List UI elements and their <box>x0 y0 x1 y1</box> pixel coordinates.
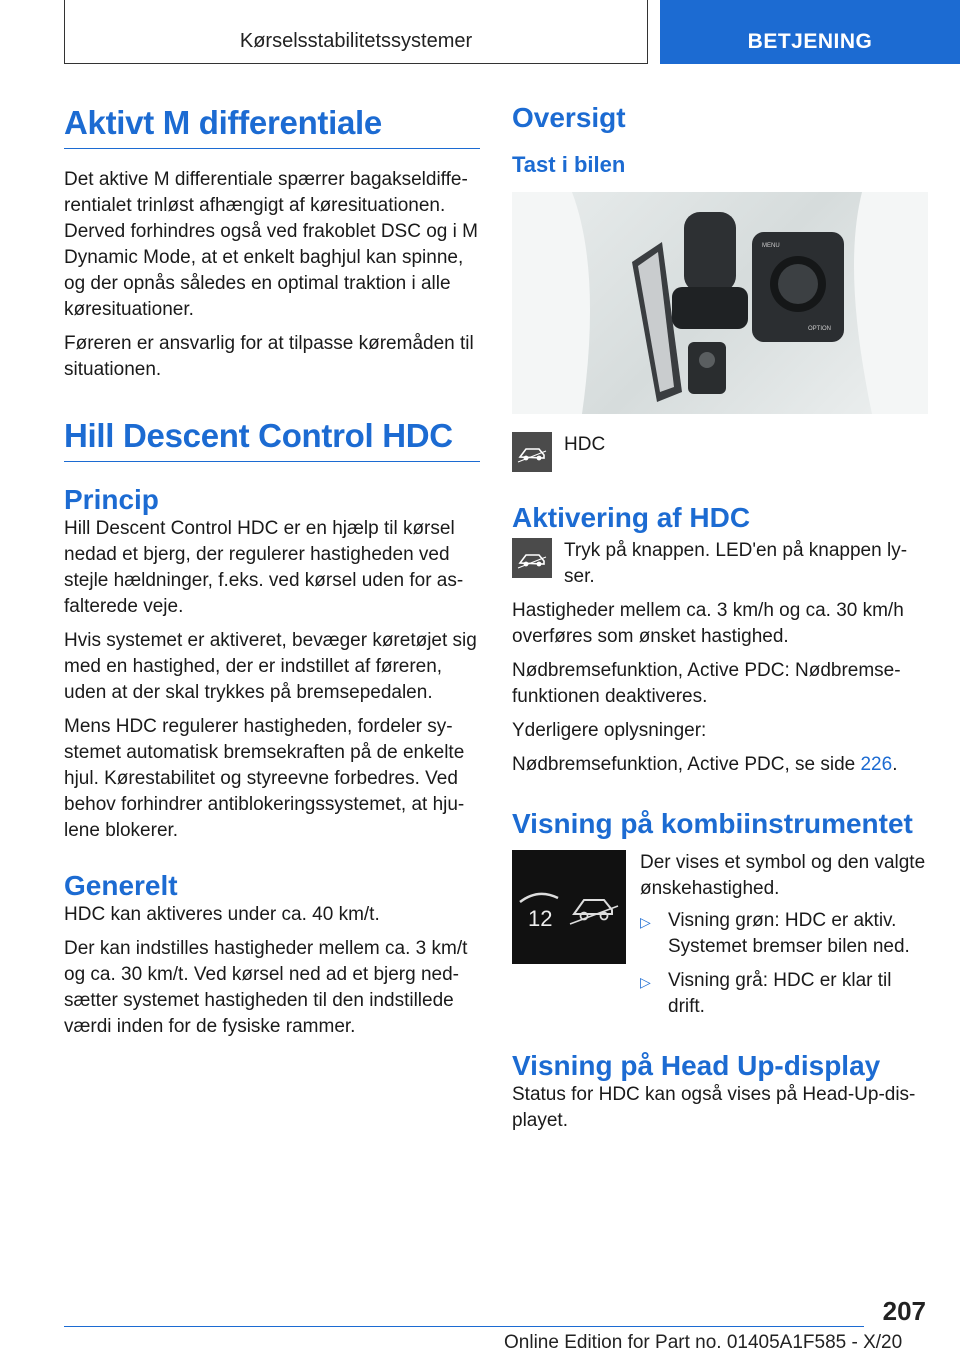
list-item: ▷ Visning grøn: HDC er aktiv. Systemet bremser bilen ned. <box>640 908 928 960</box>
aktivering-paragraph-5 <box>512 752 928 778</box>
aktivering-paragraph-4: Yderligere oplysninger: <box>512 720 707 741</box>
console-illustration <box>512 192 928 414</box>
menu-button-label: MENU <box>762 243 780 249</box>
edition-footer: Online Edition for Part no. 01405A1F585 - X/20 <box>504 1332 903 1353</box>
hdc-icon <box>512 432 552 472</box>
set-speed-value: 12 <box>528 906 553 931</box>
right-column <box>512 102 928 1134</box>
left-column <box>64 104 480 1040</box>
generelt-paragraph-2: Der kan indstilles hastigheder mellem ca. 3 km/t og ca. 30 km/t. Ved kørsel ned ad et bjerg ned‐sætter systemet hastigheden til den indstillede værdi inden for de fysiske rammer. <box>64 938 468 1037</box>
aktivering-paragraph-1: Tryk på knappen. LED'en på knappen ly‐ser. <box>564 540 908 587</box>
hdc-button-legend <box>512 432 928 472</box>
generelt-paragraph-1: HDC kan aktiveres under ca. 40 km/t. <box>64 904 380 925</box>
section-title: Kørselsstabilitetssystemer <box>239 30 473 52</box>
triangle-bullet-icon: ▷ <box>640 914 651 930</box>
page-number: 207 <box>882 1296 926 1326</box>
hdc-label: HDC <box>564 434 606 455</box>
page-226-link[interactable]: 226 <box>860 754 893 775</box>
amd-paragraph-1: Det aktive M differentiale spærrer bagakseldiffe‐rentialet trinløst afhængigt af køresituationen. Derved forhindres også ved frakoblet DSC og i M Dynamic Mode, at et enkelt baghjul kan spinne, og der opnås således en optimal traktion i alle køresituationer. <box>64 169 478 320</box>
heading-hill-descent-control: Hill Descent Control HDC <box>64 417 480 462</box>
cross-ref-text: Nødbremsefunktion, Active PDC, se side <box>512 754 861 775</box>
center-console-photo <box>512 192 928 414</box>
amd-paragraph-2: Føreren er ansvarlig for at tilpasse køremåden til situationen. <box>64 333 474 380</box>
princip-paragraph-3: Mens HDC regulerer hastigheden, fordeler sy‐stemet automatisk bremsekraften på de enkelte hjul. Kørestabilitet og styreevne forbedres. Ved behov forhindrer antiblokeringssystemet, at hju‐lene blokerer. <box>64 716 465 841</box>
aktivering-paragraph-3: Nødbremsefunktion, Active PDC: Nødbremse‐funktionen deaktiveres. <box>512 660 901 707</box>
chapter-tab[interactable]: BETJENING <box>660 0 960 64</box>
aktivering-instruction <box>512 538 928 590</box>
triangle-bullet-icon: ▷ <box>640 974 651 990</box>
heading-kombiinstrument: Visning på kombiinstrumentet <box>512 808 913 839</box>
heading-oversigt: Oversigt <box>512 102 626 133</box>
instrument-display-image <box>512 850 626 964</box>
heading-princip: Princip <box>64 484 159 515</box>
princip-paragraph-1: Hill Descent Control HDC er en hjælp til kørsel nedad et bjerg, der regulerer hastigheden ved stejle hældninger, f.eks. ved kørsel uden for as‐falterede veje. <box>64 518 464 617</box>
kombi-bullet-list <box>640 908 928 1020</box>
heading-head-up-display: Visning på Head Up-display <box>512 1050 881 1081</box>
princip-paragraph-2: Hvis systemet er aktiveret, bevæger køretøjet sig med en hastighed, der er indstillet af føreren, uden at der skal trykkes på bremsepedalen. <box>64 630 477 703</box>
heading-aktivt-m-differentiale: Aktivt M differentiale <box>64 104 480 149</box>
hud-paragraph-1: Status for HDC kan også vises på Head-Up-dis‐playet. <box>512 1084 916 1131</box>
list-item: ▷ Visning grå: HDC er klar til drift. <box>640 968 928 1020</box>
heading-aktivering: Aktivering af HDC <box>512 502 751 533</box>
kombi-section <box>512 850 928 1028</box>
heading-tast-i-bilen: Tast i bilen <box>512 152 626 177</box>
cross-ref-end: . <box>892 754 898 775</box>
heading-generelt: Generelt <box>64 870 178 901</box>
kombi-paragraph-1: Der vises et symbol og den valgte ønskehastighed. <box>640 852 926 899</box>
option-button-label: OPTION <box>808 326 832 332</box>
aktivering-paragraph-2: Hastigheder mellem ca. 3 km/h og ca. 30 km/h overføres som ønsket hastighed. <box>512 600 904 647</box>
hdc-button-icon <box>512 538 552 578</box>
kombi-text <box>640 850 928 1028</box>
footer-divider <box>64 1326 864 1327</box>
